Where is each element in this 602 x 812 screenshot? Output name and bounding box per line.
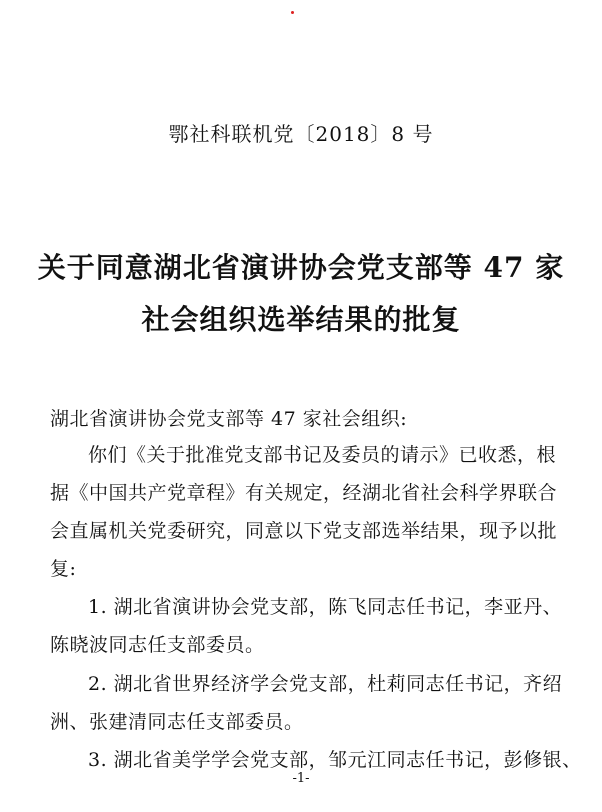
list-item-2-line-2: 洲、张建清同志任支部委员。 (50, 711, 304, 733)
body-line: 会直属机关党委研究，同意以下党支部选举结果，现予以批 (50, 520, 558, 542)
body-line: 你们《关于批准党支部书记及委员的请示》已收悉，根 (88, 444, 557, 466)
red-dot-mark (291, 11, 294, 14)
body-line: 复: (50, 558, 77, 580)
salutation: 湖北省演讲协会党支部等 47 家社会组织: (50, 408, 408, 430)
document-number: 鄂社科联机党〔2018〕8 号 (168, 122, 434, 146)
list-item-3-line-1: 3. 湖北省美学学会党支部，邹元江同志任书记，彭修银、 (88, 749, 582, 771)
list-item-1-line-1: 1. 湖北省演讲协会党支部，陈飞同志任书记，李亚丹、 (88, 596, 563, 618)
document-title-line-1: 关于同意湖北省演讲协会党支部等 47 家 (37, 251, 565, 284)
body-line: 据《中国共产党章程》有关规定，经湖北省社会科学界联合 (50, 482, 558, 504)
document-title-line-2: 社会组织选举结果的批复 (141, 303, 461, 336)
list-item-1-line-2: 陈晓波同志任支部委员。 (50, 634, 265, 656)
page-number: -1- (292, 771, 310, 786)
list-item-2-line-1: 2. 湖北省世界经济学会党支部，杜莉同志任书记，齐绍 (88, 673, 563, 695)
